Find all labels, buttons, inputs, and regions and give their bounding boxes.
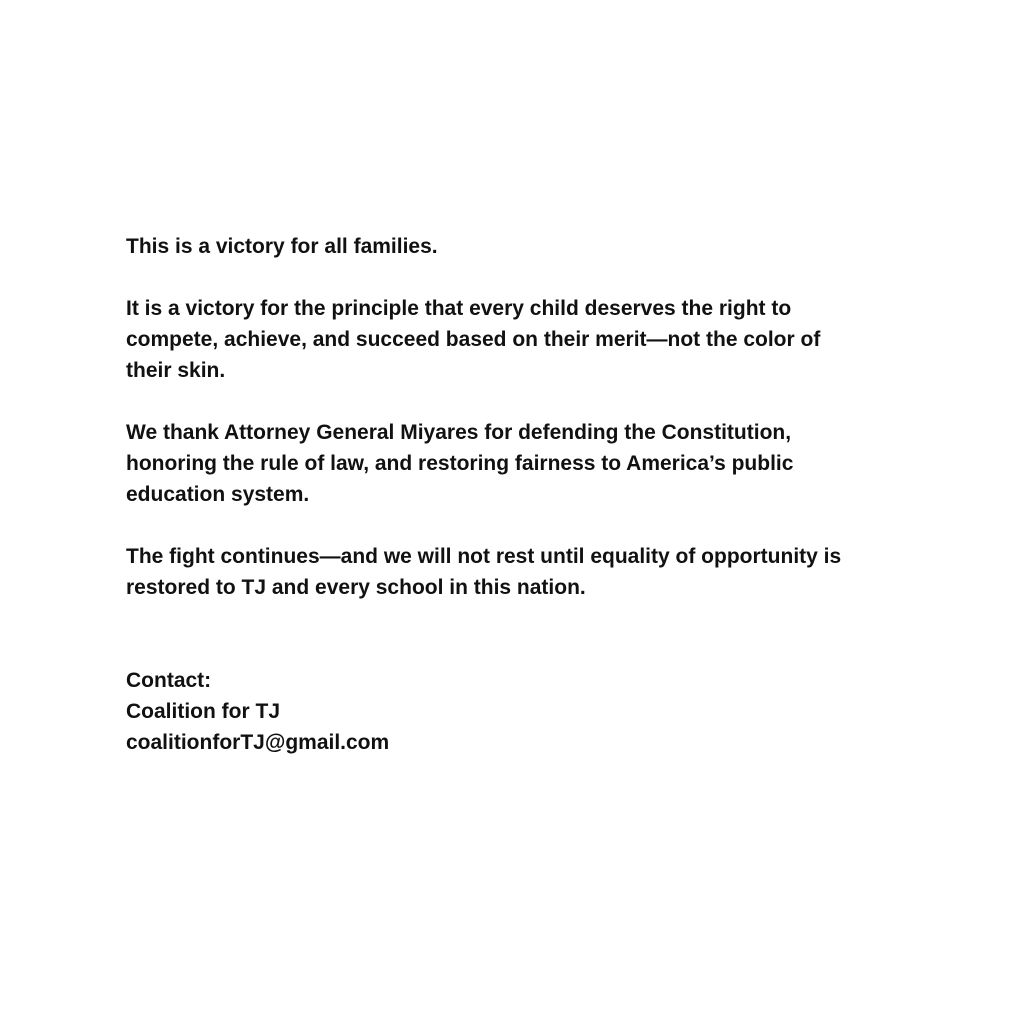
contact-block	[126, 665, 956, 758]
press-statement	[126, 231, 956, 758]
contact-email: coalitionforTJ@gmail.com	[126, 731, 390, 754]
statement-line: their skin.	[126, 359, 226, 382]
contact-label: Contact:	[126, 669, 212, 692]
statement-line: honoring the rule of law, and restoring fairness to America’s public	[126, 452, 794, 475]
statement-line: compete, achieve, and succeed based on their merit—not the color of	[126, 328, 821, 351]
statement-paragraph-3	[126, 417, 956, 510]
statement-paragraph-1	[126, 231, 956, 262]
statement-line: This is a victory for all families.	[126, 235, 438, 258]
statement-line: We thank Attorney General Miyares for defending the Constitution,	[126, 421, 792, 444]
statement-line: The fight continues—and we will not rest until equality of opportunity is	[126, 545, 842, 568]
contact-organization: Coalition for TJ	[126, 700, 280, 723]
statement-line: It is a victory for the principle that every child deserves the right to	[126, 297, 792, 320]
statement-line: education system.	[126, 483, 310, 506]
statement-line: restored to TJ and every school in this nation.	[126, 576, 586, 599]
statement-paragraph-4	[126, 541, 956, 603]
statement-paragraph-2	[126, 293, 956, 386]
